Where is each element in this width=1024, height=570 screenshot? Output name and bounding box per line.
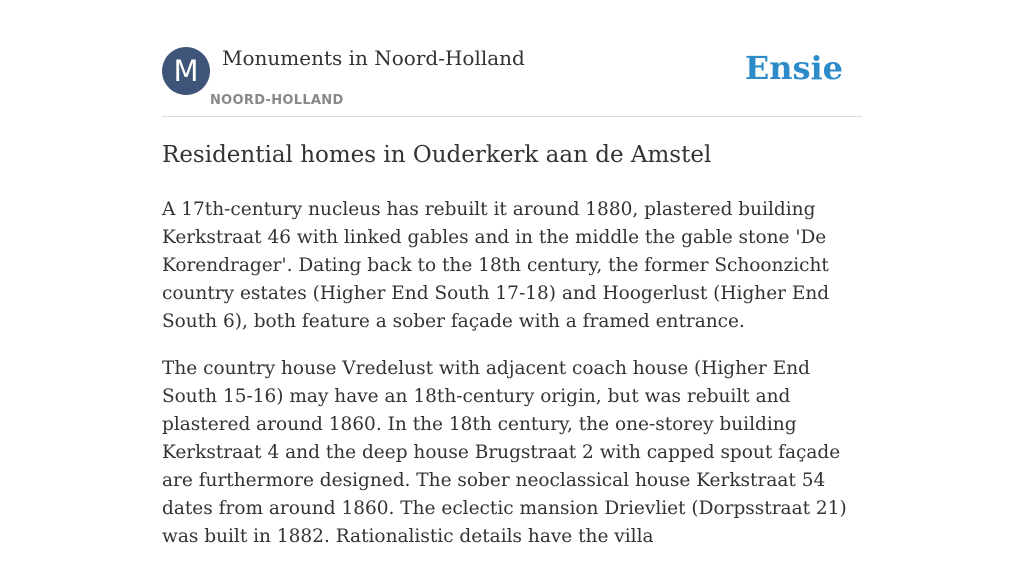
article-paragraph: A 17th-century nucleus has rebuilt it around 1880, plastered building Kerkstraat 46 with linked gables and in the middle the gable stone 'De Korendrager'. Dating back to the 18th century, the former Schoonzicht country estates (Higher End South 17-18) and Hoogerlust (Higher End South 6), both feature a sober façade with a framed entrance. [162,199,830,332]
site-category[interactable]: NOORD-HOLLAND [210,93,344,108]
avatar[interactable]: M [162,47,210,95]
site-title[interactable]: Monuments in Noord-Holland [222,46,525,70]
brand-logo[interactable]: Ensie [744,49,843,87]
site-header [162,46,862,117]
article-title: Residential homes in Ouderkerk aan de Amstel [162,142,712,168]
article [162,138,862,570]
article-paragraph: The country house Vredelust with adjacent coach house (Higher End South 15-16) may have an 18th-century origin, but was rebuilt and plastered around 1860. In the 18th century, the one-storey building Kerkstraat 4 and the deep house Brugstraat 2 with capped spout façade are furthermore designed. The sober neoclassical house Kerkstraat 54 dates from around 1860. The eclectic mansion Drievliet (Dorpsstraat 21) was built in 1882. Rationalistic details have the villa [162,358,847,547]
